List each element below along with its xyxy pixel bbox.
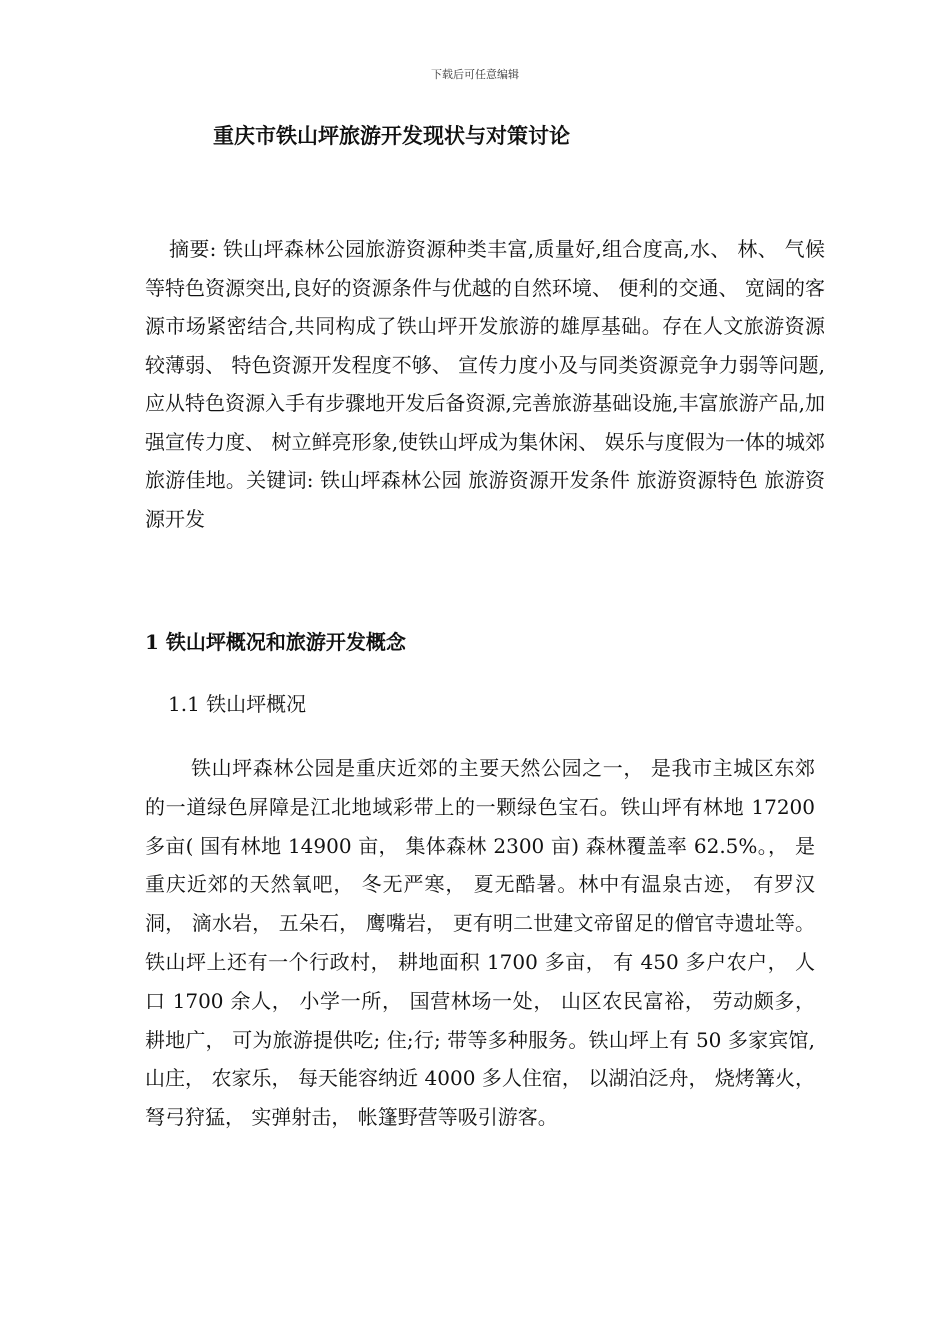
body-text-block xyxy=(145,749,815,1137)
subsection-heading: 1.1 铁山坪概况 xyxy=(168,692,307,716)
section-heading: 1 铁山坪概况和旅游开发概念 xyxy=(145,630,406,654)
body-paragraph: 铁山坪森林公园是重庆近郊的主要天然公园之一， 是我市主城区东郊的一道绿色屏障是江北地域彩带上的一颗绿色宝石。铁山坪有林地 17200 多亩( 国有林地 14900 亩， 集体森林 2300 亩) 森林覆盖率 62.5%。， 是重庆近郊的天然氧吧， 冬无严寒， 夏无酷暑。林中有温泉古迹， 有罗汉洞， 滴水岩， 五朵石， 鹰嘴岩， 更有明二世建文帝留足的僧官寺遗址等。铁山坪上还有一个行政村， 耕地面积 1700 多亩， 有 450 多户农户， 人口 1700 余人， 小学一所， 国营林场一处， 山区农民富裕， 劳动颇多， 耕地广， 可为旅游提供吃; 住;行; 带等多种服务。铁山坪上有 50 多家宾馆, 山庄， 农家乐， 每天能容纳近 4000 多人住宿， 以湖泊泛舟， 烧烤篝火， 弩弓狩猛， 实弹射击， 帐篷野营等吸引游客。 xyxy=(145,756,815,1130)
abstract-block xyxy=(145,230,825,538)
document-title: 重庆市铁山坪旅游开发现状与对策讨论 xyxy=(213,123,570,148)
abstract-paragraph: 摘要: 铁山坪森林公园旅游资源种类丰富,质量好,组合度高,水、 林、 气候等特色资源突出,良好的资源条件与优越的自然环境、 便利的交通、 宽阔的客源市场紧密结合,共同构成了铁山坪开发旅游的雄厚基础。存在人文旅游资源较薄弱、 特色资源开发程度不够、 宣传力度小及与同类资源竞争力弱等问题,应从特色资源入手有步骤地开发后备资源,完善旅游基础设施,丰富旅游产品,加强宣传力度、 树立鲜亮形象,使铁山坪成为集休闲、 娱乐与度假为一体的城郊旅游佳地。关键词: 铁山坪森林公园 旅游资源开发条件 旅游资源特色 旅游资源开发 xyxy=(145,237,825,531)
header-note: 下载后可任意编辑 xyxy=(431,68,519,81)
